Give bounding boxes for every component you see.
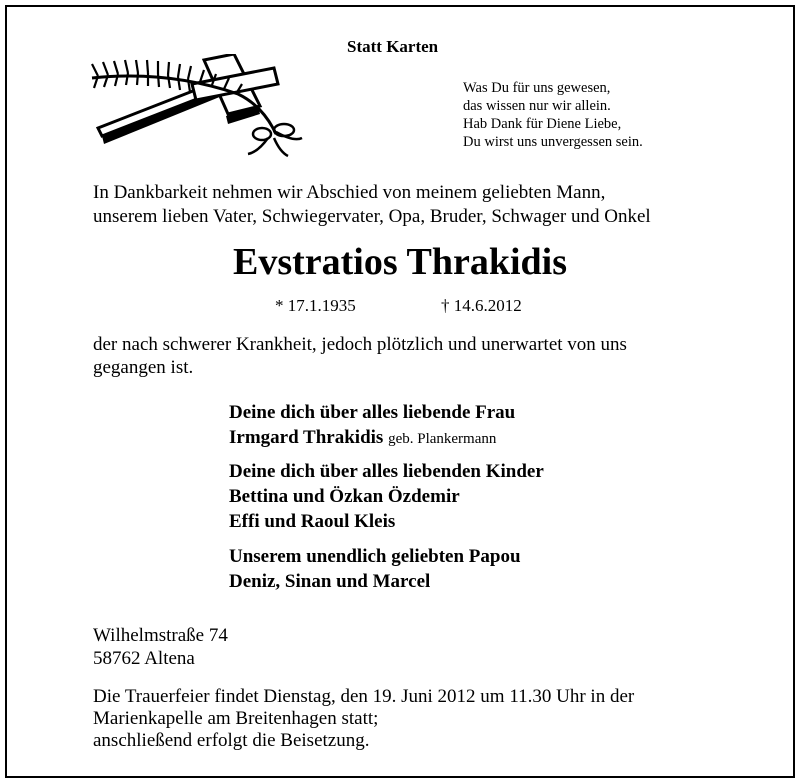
poem-line: Hab Dank für Diene Liebe, — [463, 116, 622, 132]
mourner-group-wife — [229, 400, 515, 452]
death-date: † 14.6.2012 — [441, 296, 522, 315]
poem-line: Was Du für uns gewesen, — [463, 80, 611, 96]
header-title: Statt Karten — [347, 37, 439, 56]
mourner-line: Effi und Raoul Kleis — [229, 511, 396, 532]
mourner-line: Deine dich über alles liebende Frau — [229, 402, 516, 423]
cross-with-palm-branch-icon — [88, 54, 310, 159]
birth-date: * 17.1.1935 — [275, 296, 356, 315]
mourner-line — [229, 425, 515, 452]
mourner-group-grandchildren — [229, 544, 521, 594]
maiden-name: geb. Plankermann — [388, 431, 497, 447]
poem — [463, 79, 643, 151]
mourner-group-children — [229, 459, 544, 534]
mourner-line: Deine dich über alles liebenden Kinder — [229, 461, 544, 482]
description-text — [93, 333, 627, 379]
mourner-line: Unserem unendlich geliebten Papou — [229, 546, 521, 567]
intro-text — [93, 181, 651, 229]
intro-line: unserem lieben Vater, Schwiegervater, Opa, Bruder, Schwager und Onkel — [93, 206, 651, 227]
intro-line: In Dankbarkeit nehmen wir Abschied von meinem geliebten Mann, — [93, 182, 606, 203]
ceremony-info — [93, 686, 634, 752]
address-city: 58762 Altena — [93, 648, 195, 669]
poem-line: Du wirst uns unvergessen sein. — [463, 134, 643, 150]
address — [93, 624, 228, 670]
ceremony-line: Marienkapelle am Breitenhagen statt; — [93, 708, 379, 729]
description-line: der nach schwerer Krankheit, jedoch plötzlich und unerwartet von uns — [93, 334, 627, 355]
mourner-line: Bettina und Özkan Özdemir — [229, 486, 460, 507]
mourner-line: Deniz, Sinan und Marcel — [229, 571, 431, 592]
deceased-name: Evstratios Thrakidis — [233, 241, 567, 283]
description-line: gegangen ist. — [93, 357, 194, 378]
ceremony-line: Die Trauerfeier findet Dienstag, den 19. Juni 2012 um 11.30 Uhr in der — [93, 686, 635, 707]
mourner-name: Irmgard Thrakidis — [229, 427, 384, 448]
ceremony-line: anschließend erfolgt die Beisetzung. — [93, 730, 370, 751]
poem-line: das wissen nur wir allein. — [463, 98, 611, 114]
address-street: Wilhelmstraße 74 — [93, 625, 228, 646]
